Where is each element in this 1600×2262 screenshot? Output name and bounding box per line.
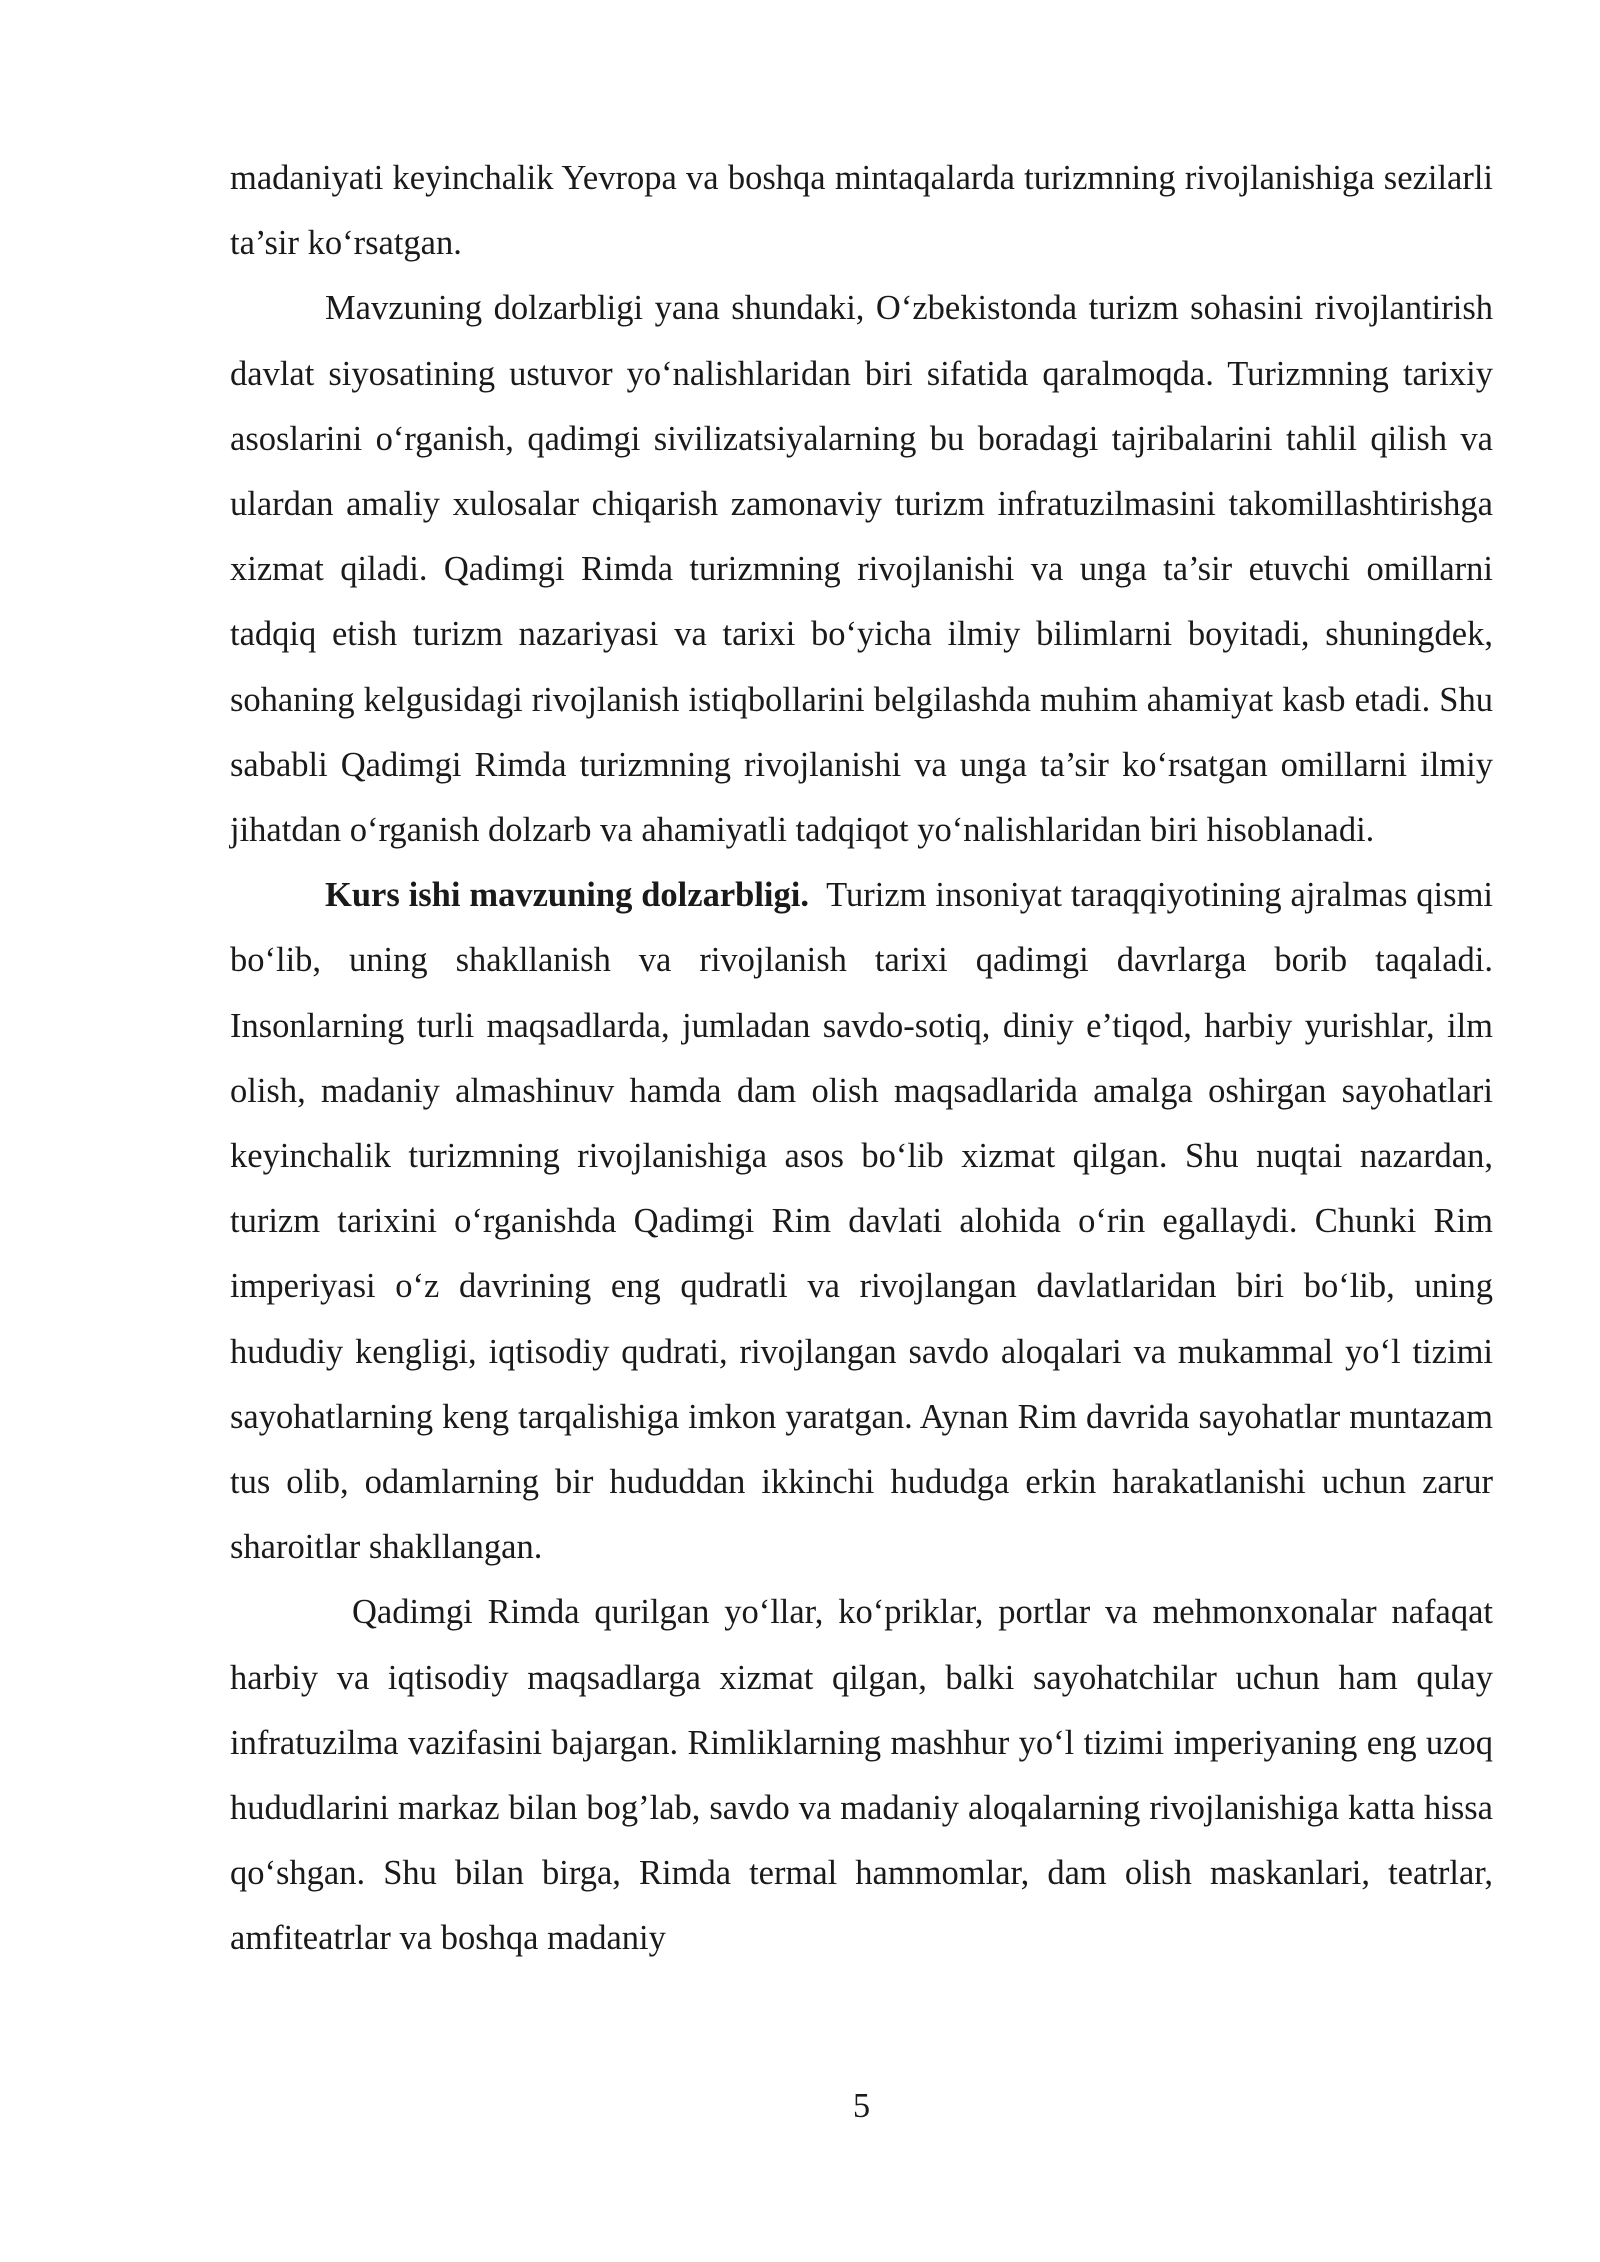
- paragraph-relevance: [230, 276, 1493, 863]
- paragraph-course-work-relevance: [230, 863, 1502, 1580]
- paragraph-heading: Kurs ishi mavzuning dolzarbligi.: [325, 876, 809, 915]
- paragraph-text: Mavzuning dolzarbligi yana shundaki, O‘zbekistonda turizm sohasini rivojlantirish davlat siyosatining ustuvor yo‘nalishlaridan biri sifatida qaralmoqda. Turizmning tarixiy asoslarini o‘rganish, qadimgi sivilizatsiyalarning bu boradagi tajribalarini tahlil qilish va ulardan amaliy xulosalar chiqarish zamonaviy turizm infratuzilmasini takomillashtirishga xizmat qiladi. Qadimgi Rimda turizmning rivojlanishi va unga ta’sir etuvchi omillarni tadqiq etish turizm nazariyasi va tarixi bo‘yicha ilmiy bilimlarni boyitadi, shuningdek, sohaning kelgusidagi rivojlanish istiqbollarini belgilashda muhim ahamiyat kasb etadi. Shu sababli Qadimgi Rimda turizmning rivojlanishi va unga ta’sir ko‘rsatgan omillarni ilmiy jihatdan o‘rganish dolzarb va ahamiyatli tadqiqot yo‘nalishlaridan biri hisoblanadi.: [230, 289, 1493, 850]
- page-number: 5: [852, 2087, 871, 2125]
- paragraph-roman-infrastructure: [230, 1580, 1493, 1971]
- paragraph-text: madaniyati keyinchalik Yevropa va boshqa mintaqalarda turizmning rivojlanishiga sezilarli ta’sir ko‘rsatgan.: [230, 159, 1493, 263]
- paragraph-text: Turizm insoniyat taraqqiyotining ajralmas qismi bo‘lib, uning shakllanish va rivojlanish tarixi qadimgi davrlarga borib taqaladi. Insonlarning turli maqsadlarda, jumladan savdo-sotiq, diniy e’tiqod, harbiy yurishlar, ilm olish, madaniy almashinuv hamda dam olish maqsadlarida amalga oshirgan sayohatlari keyinchalik turizmning rivojlanishiga asos bo‘lib xizmat qilgan. Shu nuqtai nazardan, turizm tarixini o‘rganishda Qadimgi Rim davlati alohida o‘rin egallaydi. Chunki Rim imperiyasi o‘z davrining eng qudratli va rivojlangan davlatlaridan biri bo‘lib, uning hududiy kengligi, iqtisodiy qudrati, rivojlangan savdo aloqalari va mukammal yo‘l tizimi sayohatlarning keng tarqalishiga imkon yaratgan. Aynan Rim davrida sayohatlar muntazam tus olib, odamlarning bir hududdan ikkinchi hududga erkin harakatlanishi uchun zarur sharoitlar shakllangan.: [230, 876, 1502, 1567]
- paragraph-text: Qadimgi Rimda qurilgan yo‘llar, ko‘priklar, portlar va mehmonxonalar nafaqat harbiy va iqtisodiy maqsadlarga xizmat qilgan, balki sayohatchilar uchun ham qulay infratuzilma vazifasini bajargan. Rimliklarning mashhur yo‘l tizimi imperiyaning eng uzoq hududlarini markaz bilan bog’lab, savdo va madaniy aloqalarning rivojlanishiga katta hissa qo‘shgan. Shu bilan birga, Rimda termal hammomlar, dam olish maskanlari, teatrlar, amfiteatrlar va boshqa madaniy: [230, 1593, 1493, 1958]
- paragraph-continuation: [230, 146, 1493, 276]
- page-body: [230, 146, 1502, 1972]
